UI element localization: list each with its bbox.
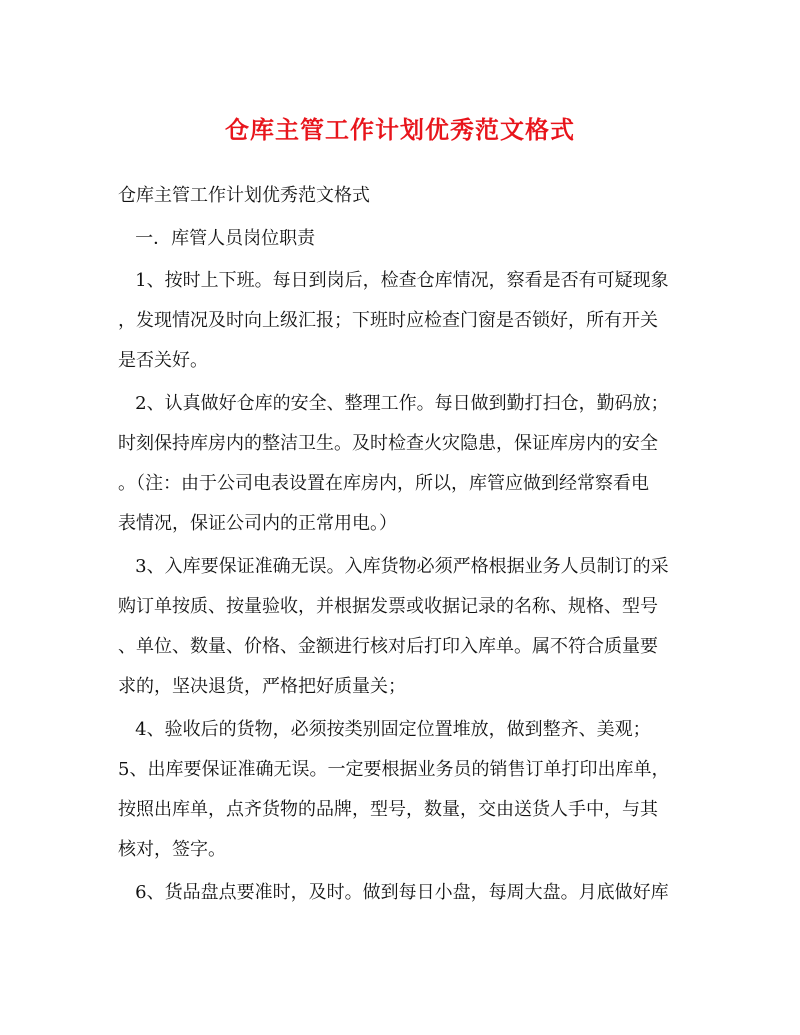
body-line: 1、按时上下班。每日到岗后，检查仓库情况，察看是否有可疑现象 — [118, 270, 669, 291]
body-line: 表情况，保证公司内的正常用电。） — [118, 513, 397, 534]
body-line: 购订单按质、按量验收，并根据发票或收据记录的名称、规格、型号 — [118, 596, 658, 617]
body-line: 一．库管人员岗位职责 — [118, 228, 316, 249]
body-line: 。（注：由于公司电表设置在库房内，所以，库管应做到经常察看电 — [118, 473, 649, 494]
body-line: ，发现情况及时向上级汇报；下班时应检查门窗是否锁好，所有开关 — [118, 310, 658, 331]
body-line: 、单位、数量、价格、金额进行核对后打印入库单。属不符合质量要 — [118, 636, 658, 657]
body-line: 3、入库要保证准确无误。入库货物必须严格根据业务人员制订的采 — [118, 556, 669, 577]
page-title: 仓库主管工作计划优秀范文格式 — [225, 115, 575, 144]
body-line: 2、认真做好仓库的安全、整理工作。每日做到勤打扫仓，勤码放； — [118, 393, 669, 414]
body-line: 4、验收后的货物，必须按类别固定位置堆放，做到整齐、美观； — [118, 719, 651, 740]
body-line: 核对，签字。 — [118, 839, 226, 860]
body-line: 是否关好。 — [118, 350, 208, 371]
body-line: 仓库主管工作计划优秀范文格式 — [118, 185, 370, 206]
body-line: 求的，坚决退货，严格把好质量关； — [118, 676, 406, 697]
body-line: 6、货品盘点要准时，及时。做到每日小盘，每周大盘。月底做好库 — [118, 882, 669, 903]
body-line: 5、出库要保证准确无误。一定要根据业务员的销售订单打印出库单， — [118, 759, 670, 780]
body-line: 时刻保持库房内的整洁卫生。及时检查火灾隐患，保证库房内的安全 — [118, 433, 658, 454]
body-line: 按照出库单，点齐货物的品牌，型号，数量，交由送货人手中，与其 — [118, 799, 658, 820]
